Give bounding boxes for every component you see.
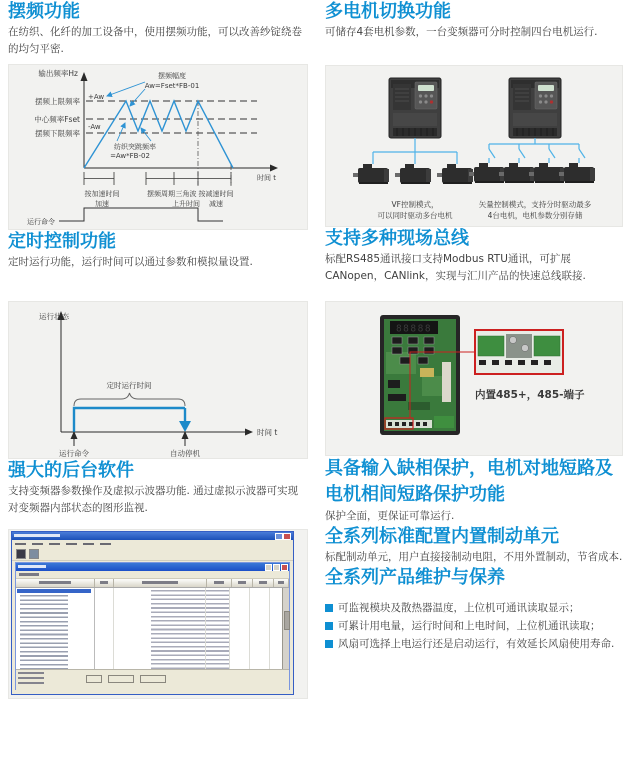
swing-waveform-line <box>84 101 233 168</box>
parameter-list-window <box>15 562 290 690</box>
timing-axes <box>61 313 246 432</box>
timing-y-axis-label: 运行状态 <box>39 311 69 321</box>
inner-window-titlebar <box>16 563 289 571</box>
motor-image <box>353 164 389 184</box>
parameter-grid <box>95 588 282 669</box>
table-body <box>16 588 289 669</box>
app-toolbar <box>12 548 293 561</box>
annotation-arrows <box>107 82 151 141</box>
swing-lower-label: 摆频下限频率 <box>35 128 80 138</box>
run-command-signal <box>59 208 223 221</box>
auto-stop-label: 自动停机 <box>170 448 200 458</box>
bullet-text: 风扇可选择上电运行还是启动运行，有效延长风扇使用寿命. <box>338 637 615 650</box>
inner-title-text <box>18 565 46 568</box>
swing-y-axis-label: 输出频率Hz <box>38 68 78 78</box>
x-axis-arrow <box>270 164 278 171</box>
motor-image <box>559 163 595 183</box>
swing-center-label: 中心频率Fset <box>34 114 80 124</box>
decel-label-2: 减速 <box>209 199 223 208</box>
y-axis-arrow <box>81 72 88 81</box>
accel-label-1: 按加速时间 <box>84 189 120 198</box>
section-title-timing: 定时控制功能 <box>8 230 116 252</box>
app-menubar <box>12 540 293 548</box>
plus-aw-label: +Aw <box>88 92 105 101</box>
terminal-label: 内置485+，485-端子 <box>475 388 585 401</box>
list-item <box>325 636 623 653</box>
swing-description: 在纺织、化纤的加工设备中，使用摆频功能，可以改善纱锭绕卷的均匀平密. <box>8 26 302 56</box>
timing-x-axis-label: 时间 t <box>257 427 278 437</box>
left-column <box>8 0 308 699</box>
bullet-text: 可累计用电量，运行时间和上电时间，上位机通讯读取； <box>338 620 601 633</box>
seven-segment-display: 88888 <box>395 323 433 335</box>
vector-inverter-group <box>469 78 595 221</box>
footer-button-2 <box>108 675 134 683</box>
app-titlebar <box>12 532 293 540</box>
jump-label: 纺织突跳频率 <box>114 142 156 151</box>
software-screenshot-panel <box>8 529 308 699</box>
footer-button-1 <box>86 675 102 683</box>
section-title-swing: 摆频功能 <box>8 1 80 22</box>
terminal-detail-box <box>475 330 563 374</box>
footer-button-3 <box>140 675 166 683</box>
section-title-maintenance: 全系列产品维护与保养 <box>325 567 505 589</box>
triangle-label-1: 三角波 <box>175 189 197 198</box>
window-footer <box>16 669 289 692</box>
minus-aw-label: -Aw <box>88 122 101 131</box>
motor-image <box>395 164 431 184</box>
timing-run-cmd-label: 运行命令 <box>59 448 89 458</box>
control-board-graphic <box>326 302 622 455</box>
multi-motor-panel <box>325 65 623 227</box>
measurement-ticks <box>84 172 231 185</box>
bullet-square-icon <box>325 622 333 630</box>
fieldbus-description: 标配RS485通讯接口支持Modbus RTU通讯，可扩展CANopen，CANlink，实现与汇川产品的快速总线联接. <box>325 253 586 283</box>
vector-caption-line2: 4台电机，电机参数分别存储 <box>487 211 583 221</box>
event-arrows <box>74 436 185 446</box>
fieldbus-panel <box>325 301 623 456</box>
status-lines <box>18 672 44 687</box>
close-button-icon <box>283 533 291 540</box>
swing-x-axis-label: 时间 t <box>257 173 276 182</box>
bullet-text: 可监视模块及散热器温度，上位机可通讯读取显示； <box>338 602 580 615</box>
bullet-square-icon <box>325 604 333 612</box>
inner-window-controls <box>265 564 288 571</box>
swing-frequency-diagram <box>9 65 307 229</box>
auto-stop-arrowhead <box>179 421 191 432</box>
triangle-label-2: 上升时间 <box>172 199 200 208</box>
amplitude-formula: Aw=Fset*FB-01 <box>144 81 200 90</box>
control-board-photo <box>380 315 460 435</box>
duration-label: 定时运行时间 <box>106 380 152 390</box>
section-title-software: 强大的后台软件 <box>8 459 134 481</box>
multi-motor-graphic <box>326 66 622 226</box>
inner-toolbar <box>16 571 289 579</box>
swing-upper-label: 摆频上限频率 <box>35 96 80 106</box>
jump-formula: =Aw*FB-02 <box>110 151 150 160</box>
vf-inverter-group <box>353 78 473 220</box>
software-description: 支持变频器参数操作及虚拟示波器功能. 通过虚拟示波器可实现对变频器内部状态的图形监视. <box>8 485 299 515</box>
maintenance-bullet-list <box>325 600 623 652</box>
cycle-label: 摆频周期 <box>147 189 175 198</box>
brake-description: 标配制动单元，用户直接接制动电阻，不用外置制动，节省成本. <box>325 551 623 564</box>
timing-x-arrow <box>245 428 253 435</box>
swing-diagram-panel <box>8 64 308 230</box>
vector-inverter-image <box>509 78 561 138</box>
timing-diagram <box>9 302 307 458</box>
vf-inverter-image <box>389 78 441 138</box>
duration-brace <box>74 393 185 406</box>
vertical-scrollbar <box>282 588 289 669</box>
timing-signal <box>74 408 185 432</box>
app-title-text <box>14 534 60 537</box>
vector-caption-line1: 矢量控制模式，支持分时驱动最多 <box>478 200 592 210</box>
section-title-brake: 全系列标准配置内置制动单元 <box>325 525 559 547</box>
section-dashdot-lines <box>198 101 231 186</box>
protection-description: 保护全面，更保证可靠运行. <box>325 510 455 523</box>
amplitude-label: 摆频幅度 <box>158 71 186 80</box>
vf-wiring <box>373 138 457 164</box>
swing-run-cmd-label: 运行命令 <box>27 217 55 226</box>
section-title-fieldbus: 支持多种现场总线 <box>325 228 469 250</box>
section-title-protection: 具备输入缺相保护，电机对地短路及电机相间短路保护功能 <box>325 457 613 506</box>
table-header-row <box>16 579 289 588</box>
bullet-square-icon <box>325 640 333 648</box>
vf-caption-line1: VF控制模式， <box>391 200 439 210</box>
toolbar-icon <box>16 549 26 559</box>
timing-diagram-panel <box>8 301 308 459</box>
accel-label-2: 加速 <box>95 199 109 208</box>
right-column <box>325 0 623 654</box>
minimize-button-icon <box>275 533 283 540</box>
timing-description: 定时运行功能，运行时间可以通过参数和模拟量设置. <box>8 256 253 269</box>
vf-caption-line2: 可以同时驱动多台电机 <box>377 211 453 221</box>
vector-wiring <box>489 138 585 163</box>
list-item <box>325 618 623 635</box>
multi-motor-description: 可储存4套电机参数，一台变频器可分时控制四台电机运行. <box>325 26 598 39</box>
software-app-window <box>11 531 294 695</box>
section-title-multi-motor: 多电机切换功能 <box>325 1 451 22</box>
decel-label-1: 按减速时间 <box>198 189 234 198</box>
parameter-tree <box>16 588 95 669</box>
list-item <box>325 600 623 617</box>
motor-image <box>437 164 473 184</box>
toolbar-icon-2 <box>29 549 39 559</box>
